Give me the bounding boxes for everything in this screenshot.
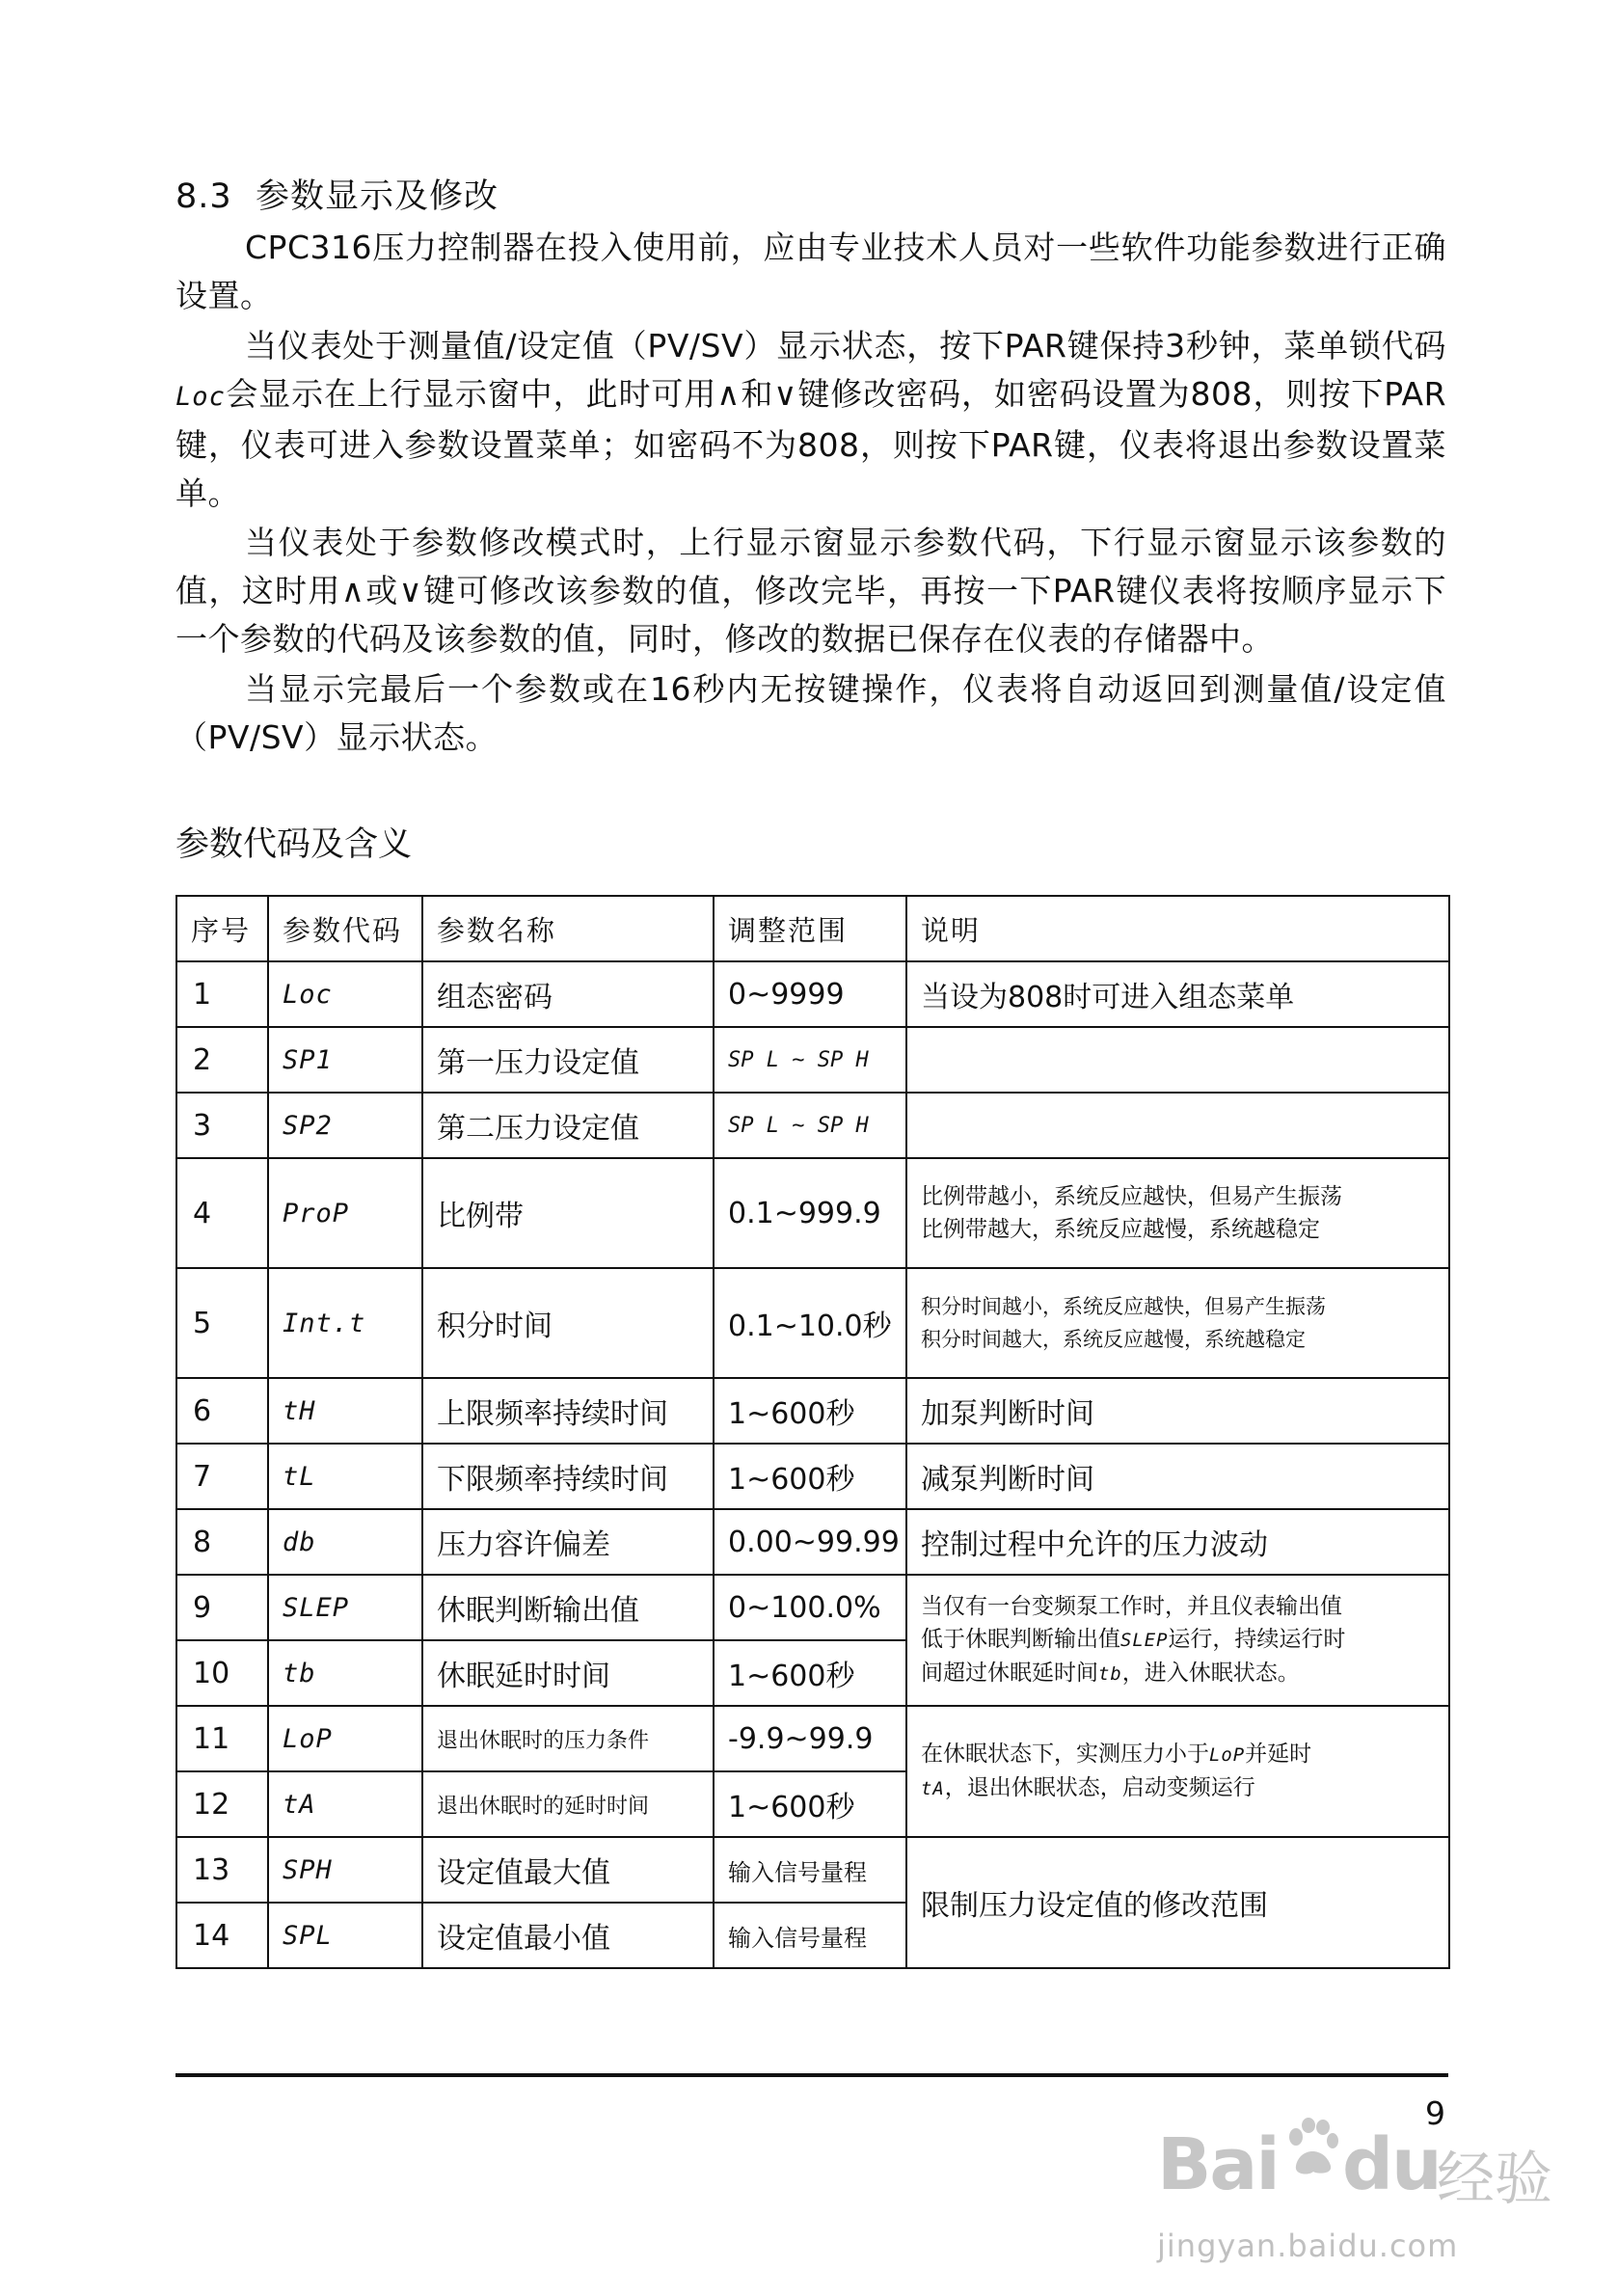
note-text: 低于休眠判断输出值 <box>921 1627 1120 1652</box>
paw-icon <box>1286 2118 1340 2179</box>
page-number: 9 <box>1425 2094 1445 2132</box>
cell-range: 1~600秒 <box>714 1444 906 1509</box>
table-header-row <box>176 896 1449 961</box>
note-code: tA <box>921 1778 945 1799</box>
cell-seq: 14 <box>176 1903 268 1968</box>
section-title: 参数显示及修改 <box>255 177 499 216</box>
table-row <box>176 1837 1449 1903</box>
table-row <box>176 1706 1449 1771</box>
cell-name: 积分时间 <box>422 1268 714 1378</box>
cell-note-limit: 限制压力设定值的修改范围 <box>906 1837 1449 1968</box>
cell-range: SP L ~ SP H <box>714 1093 906 1158</box>
cell-name: 设定值最小值 <box>422 1903 714 1968</box>
paragraph-1: CPC316压力控制器在投入使用前，应由专业技术人员对一些软件功能参数进行正确设置。 <box>175 229 1446 314</box>
cell-code: SPH <box>268 1837 422 1903</box>
cell-range: 1~600秒 <box>714 1378 906 1444</box>
cell-name: 组态密码 <box>422 961 714 1027</box>
cell-range: 1~600秒 <box>714 1771 906 1837</box>
cell-note: 控制过程中允许的压力波动 <box>906 1509 1449 1575</box>
table-row <box>176 1378 1449 1444</box>
cell-note: 减泵判断时间 <box>906 1444 1449 1509</box>
watermark-brand-du: du <box>1342 2123 1441 2206</box>
cell-code: SPL <box>268 1903 422 1968</box>
cell-seq: 4 <box>176 1158 268 1268</box>
cell-seq: 12 <box>176 1771 268 1837</box>
cell-note: 加泵判断时间 <box>906 1378 1449 1444</box>
cell-seq: 5 <box>176 1268 268 1378</box>
cell-name: 休眠判断输出值 <box>422 1575 714 1640</box>
cell-code: SP1 <box>268 1027 422 1093</box>
cell-name: 退出休眠时的压力条件 <box>422 1706 714 1771</box>
note-text: ，进入休眠状态。 <box>1121 1661 1300 1686</box>
cell-seq: 6 <box>176 1378 268 1444</box>
cell-code: tH <box>268 1378 422 1444</box>
cell-name: 休眠延时时间 <box>422 1640 714 1706</box>
header-code: 参数代码 <box>268 896 422 961</box>
footer-rule <box>175 2073 1448 2077</box>
table-row <box>176 1027 1449 1093</box>
table-row <box>176 1158 1449 1268</box>
cell-name: 压力容许偏差 <box>422 1509 714 1575</box>
cell-code: SP2 <box>268 1093 422 1158</box>
cell-code: tb <box>268 1640 422 1706</box>
paragraph-4: 当显示完最后一个参数或在16秒内无按键操作，仪表将自动返回到测量值/设定值（PV/SV）显示状态。 <box>175 670 1446 756</box>
cell-seq: 7 <box>176 1444 268 1509</box>
watermark-url: jingyan.baidu.com <box>1157 2228 1459 2264</box>
cell-seq: 3 <box>176 1093 268 1158</box>
cell-name: 设定值最大值 <box>422 1837 714 1903</box>
cell-code: Loc <box>268 961 422 1027</box>
cell-name: 下限频率持续时间 <box>422 1444 714 1509</box>
cell-note <box>906 1093 1449 1158</box>
cell-note: 当设为808时可进入组态菜单 <box>906 961 1449 1027</box>
cell-code: ProP <box>268 1158 422 1268</box>
cell-code: SLEP <box>268 1575 422 1640</box>
note-line: 比例带越小，系统反应越快，但易产生振荡 <box>921 1184 1342 1209</box>
cell-seq: 13 <box>176 1837 268 1903</box>
cell-note <box>906 1268 1449 1378</box>
note-line <box>921 1771 1435 1805</box>
paragraph-3: 当仪表处于参数修改模式时，上行显示窗显示参数代码，下行显示窗显示该参数的值，这时用∧或∨键可修改该参数的值，修改完毕，再按一下PAR键仪表将按顺序显示下一个参数的代码及该参数的值，同时，修改的数据已保存在仪表的存储器中。 <box>175 524 1446 658</box>
cell-code: Int.t <box>268 1268 422 1378</box>
table-row <box>176 1093 1449 1158</box>
cell-name: 比例带 <box>422 1158 714 1268</box>
cell-note-sleep <box>906 1575 1449 1706</box>
cell-range: 0.00~99.99 <box>714 1509 906 1575</box>
note-line: 当仅有一台变频泵工作时，并且仪表输出值 <box>921 1594 1342 1619</box>
paragraph-2 <box>175 322 1446 518</box>
cell-name: 上限频率持续时间 <box>422 1378 714 1444</box>
cell-seq: 8 <box>176 1509 268 1575</box>
note-line: 积分时间越大，系统反应越慢，系统越稳定 <box>921 1328 1306 1351</box>
note-text: ，退出休眠状态，启动变频运行 <box>944 1775 1255 1800</box>
note-text: 运行，持续运行时 <box>1168 1627 1346 1652</box>
watermark-product: 经验 <box>1437 2146 1552 2213</box>
parameter-table <box>175 895 1450 1969</box>
table-row <box>176 1444 1449 1509</box>
header-name: 参数名称 <box>422 896 714 961</box>
cell-seq: 9 <box>176 1575 268 1640</box>
cell-code: tL <box>268 1444 422 1509</box>
cell-note <box>906 1158 1449 1268</box>
note-code: LoP <box>1209 1744 1246 1766</box>
paragraph-2-part-b: 会显示在上行显示窗中，此时可用∧和∨键修改密码，如密码设置为808，则按下PAR键，仪表可进入参数设置菜单；如密码不为808，则按下PAR键，仪表将退出参数设置菜单。 <box>175 375 1446 512</box>
cell-code: tA <box>268 1771 422 1837</box>
section-number: 8.3 <box>175 177 232 216</box>
table-row <box>176 961 1449 1027</box>
note-text: 在休眠状态下，实测压力小于 <box>921 1742 1209 1767</box>
cell-seq: 10 <box>176 1640 268 1706</box>
cell-name: 退出休眠时的延时时间 <box>422 1771 714 1837</box>
lock-code: Loc <box>175 382 226 412</box>
cell-code: db <box>268 1509 422 1575</box>
header-seq: 序号 <box>176 896 268 961</box>
cell-range: 输入信号量程 <box>714 1903 906 1968</box>
section-heading <box>175 170 499 218</box>
table-row <box>176 1509 1449 1575</box>
cell-note <box>906 1027 1449 1093</box>
cell-note-wake <box>906 1706 1449 1837</box>
cell-range: 0.1~999.9 <box>714 1158 906 1268</box>
cell-name: 第一压力设定值 <box>422 1027 714 1093</box>
watermark-brand: Bai <box>1157 2123 1279 2206</box>
note-code: tb <box>1098 1663 1122 1685</box>
cell-range: -9.9~99.9 <box>714 1706 906 1771</box>
note-line <box>921 1738 1435 1771</box>
table-row <box>176 1575 1449 1640</box>
cell-code: LoP <box>268 1706 422 1771</box>
cell-range: SP L ~ SP H <box>714 1027 906 1093</box>
table-row <box>176 1268 1449 1378</box>
cell-seq: 1 <box>176 961 268 1027</box>
cell-range: 输入信号量程 <box>714 1837 906 1903</box>
note-text: 并延时 <box>1245 1742 1312 1767</box>
cell-range: 0~100.0% <box>714 1575 906 1640</box>
note-line: 积分时间越小，系统反应越快，但易产生振荡 <box>921 1295 1326 1318</box>
cell-range: 0.1~10.0秒 <box>714 1268 906 1378</box>
note-line <box>921 1623 1435 1657</box>
cell-range: 0~9999 <box>714 961 906 1027</box>
note-code: SLEP <box>1120 1630 1169 1651</box>
table-title: 参数代码及含义 <box>175 825 413 864</box>
cell-seq: 2 <box>176 1027 268 1093</box>
paragraph-2-part-a: 当仪表处于测量值/设定值（PV/SV）显示状态，按下PAR键保持3秒钟，菜单锁代码 <box>245 327 1446 365</box>
note-line: 比例带越大，系统反应越慢，系统越稳定 <box>921 1217 1320 1242</box>
note-text: 间超过休眠延时间 <box>921 1661 1098 1686</box>
cell-range: 1~600秒 <box>714 1640 906 1706</box>
note-line <box>921 1657 1435 1690</box>
header-note: 说明 <box>906 896 1449 961</box>
cell-name: 第二压力设定值 <box>422 1093 714 1158</box>
header-range: 调整范围 <box>714 896 906 961</box>
cell-seq: 11 <box>176 1706 268 1771</box>
